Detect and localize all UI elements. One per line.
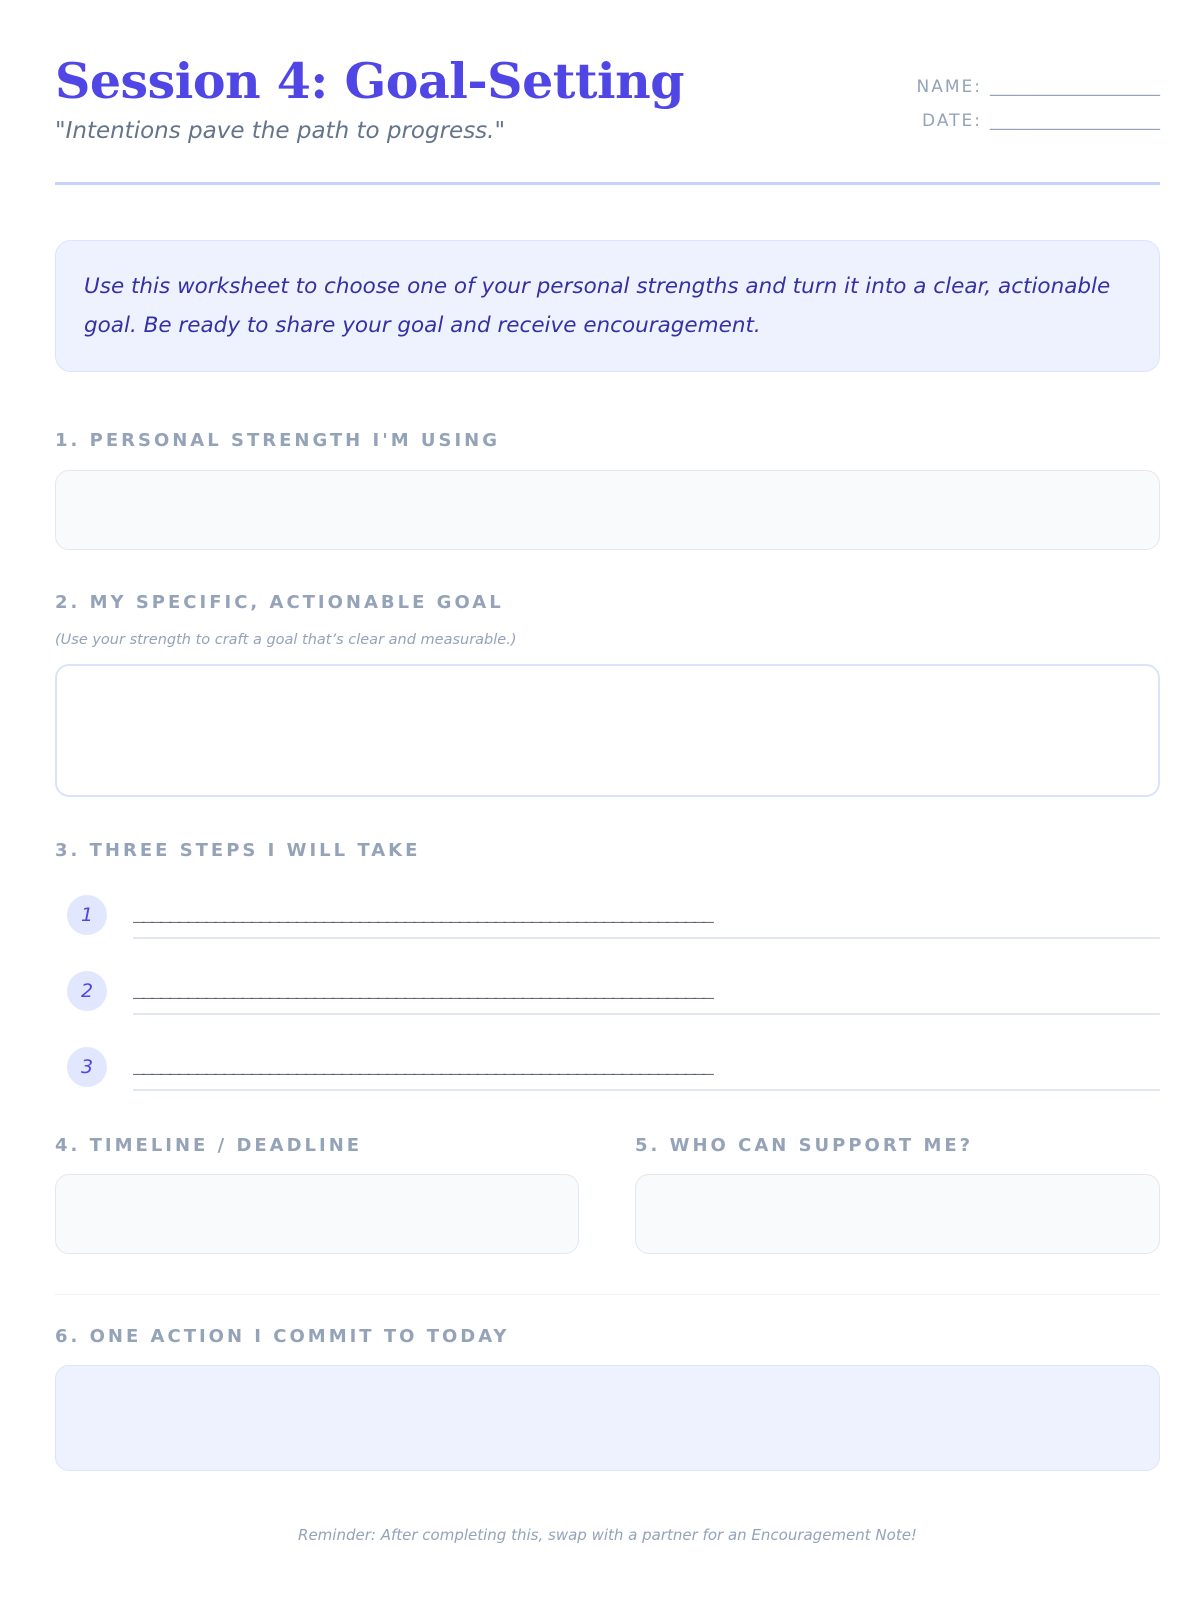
name-date-block: [917, 76, 1160, 144]
section-5-label: 5. WHO CAN SUPPORT ME?: [635, 1135, 974, 1156]
section-4-label: 4. TIMELINE / DEADLINE: [55, 1135, 363, 1156]
timeline-field[interactable]: [55, 1174, 579, 1254]
section-3-label: 3. THREE STEPS I WILL TAKE: [55, 840, 421, 861]
section-divider: [55, 1294, 1160, 1295]
step-blank-line[interactable]: ________________________________________________________________: [133, 977, 712, 999]
header-divider: [55, 182, 1160, 185]
step-underline: [133, 937, 1160, 939]
step-number-badge: 2: [67, 971, 107, 1011]
step-underline: [133, 1013, 1160, 1015]
name-label: NAME:: [916, 77, 982, 97]
step-row: [67, 895, 1160, 955]
page-title: Session 4: Goal-Setting: [55, 52, 685, 110]
step-number-badge: 3: [67, 1047, 107, 1087]
section-1-label: 1. PERSONAL STRENGTH I'M USING: [55, 430, 501, 451]
date-blank-line[interactable]: ____________________: [990, 111, 1160, 131]
section-6-label: 6. ONE ACTION I COMMIT TO TODAY: [55, 1326, 510, 1347]
date-row: [917, 110, 1160, 144]
footer-reminder: Reminder: After completing this, swap with a partner for an Encouragement Note!: [298, 1526, 917, 1544]
commit-field[interactable]: [55, 1365, 1160, 1471]
step-blank-line[interactable]: ________________________________________________________________: [133, 901, 712, 923]
name-row: [917, 76, 1160, 110]
goal-field[interactable]: [55, 664, 1160, 797]
step-blank-line[interactable]: ________________________________________________________________: [133, 1053, 712, 1075]
date-label: DATE:: [922, 111, 982, 131]
strength-field[interactable]: [55, 470, 1160, 550]
goal-hint: (Use your strength to craft a goal that’s clear and measurable.): [55, 632, 517, 648]
page-subtitle-quote: "Intentions pave the path to progress.": [55, 118, 506, 144]
section-2-label: 2. MY SPECIFIC, ACTIONABLE GOAL: [55, 592, 504, 613]
name-blank-line[interactable]: ____________________: [990, 77, 1160, 97]
step-underline: [133, 1089, 1160, 1091]
step-row: [67, 1047, 1160, 1107]
intro-callout: Use this worksheet to choose one of your personal strengths and turn it into a clear, actionable goal. Be ready to share your goal and receive encouragement.: [55, 240, 1160, 372]
worksheet-page: [55, 0, 1160, 1600]
support-field[interactable]: [635, 1174, 1160, 1254]
step-row: [67, 971, 1160, 1031]
step-number-badge: 1: [67, 895, 107, 935]
